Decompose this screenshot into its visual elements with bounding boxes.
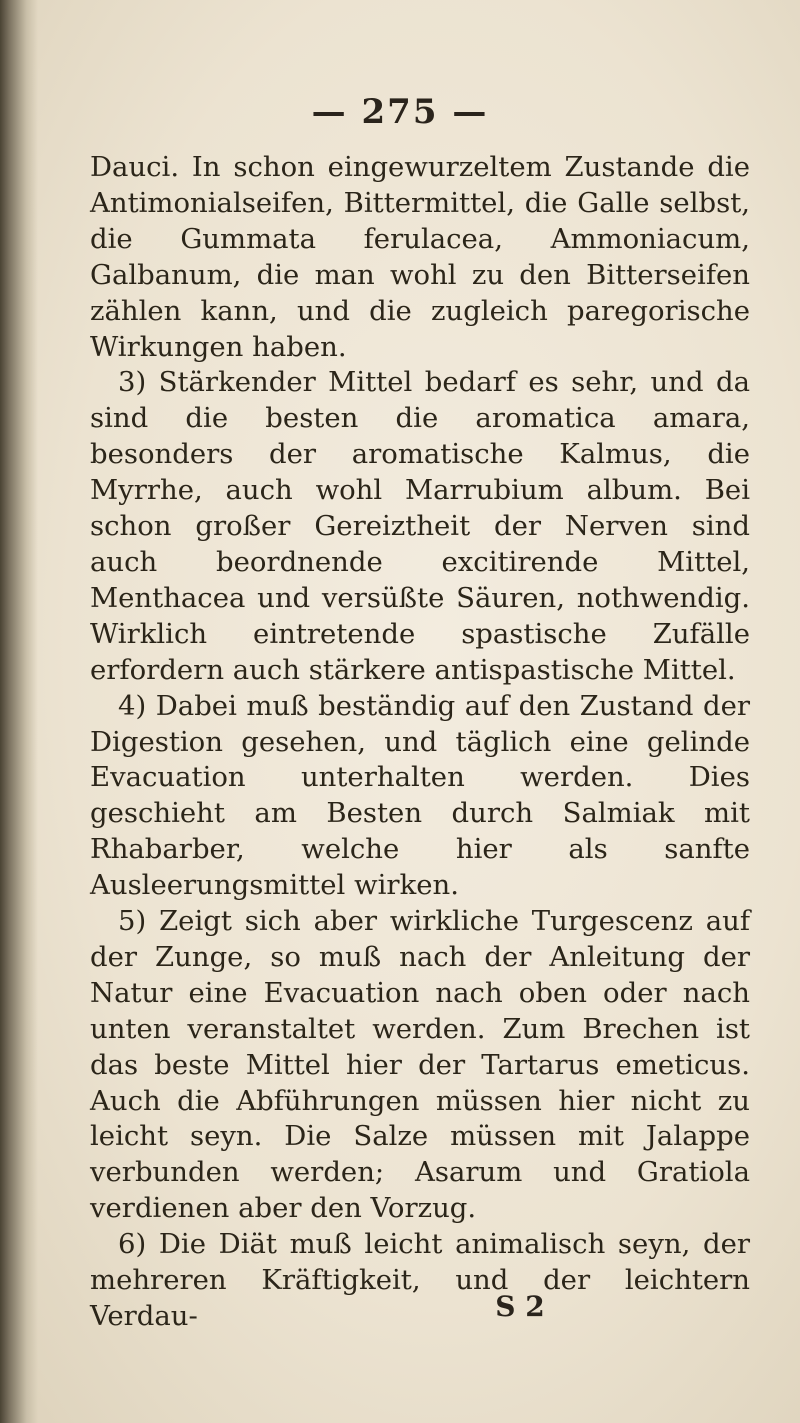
paragraph-1: Dauci. In schon eingewurzeltem Zustande die Antimonialseifen, Bittermittel, die Galle selbst, die Gummata ferulacea, Ammoniacum, Galbanum, die man wohl zu den Bitterseifen zählen kann, und die zugleich paregorische Wirkungen haben.	[90, 151, 750, 363]
book-binding-edge	[0, 0, 38, 1423]
paragraph-3: 4) Dabei muß beständig auf den Zustand der Digestion gesehen, und täglich eine gelinde Evacuation unterhalten werden. Dies geschieht am Besten durch Salmiak mit Rhabarber, welche hier als sanfte Ausleerungsmittel wirken.	[90, 689, 750, 902]
paragraph-5: 6) Die Diät muß leicht animalisch seyn, der mehreren Kräftigkeit, und der leichtern Verdau-	[90, 1228, 750, 1332]
paragraph-4: 5) Zeigt sich aber wirkliche Turgescenz auf der Zunge, so muß nach der Anleitung der Natur eine Evacuation nach oben oder nach unten veranstaltet werden. Zum Brechen ist das beste Mittel hier der Tartarus emeticus. Auch die Abführungen müssen hier nicht zu leicht seyn. Die Salze müssen mit Jalappe verbunden werden; Asarum und Gratiola verdienen aber den Vorzug.	[90, 905, 750, 1225]
page-number: — 275 —	[311, 92, 489, 132]
signature-mark: S 2	[495, 1290, 545, 1323]
body-text	[90, 150, 750, 1335]
paragraph-2: 3) Stärkender Mittel bedarf es sehr, und da sind die besten die aromatica amara, besonders der aromatische Kalmus, die Myrrhe, auch wohl Marrubium album. Bei schon großer Gereiztheit der Nerven sind auch beordnende excitirende Mittel, Menthacea und versüßte Säuren, nothwendig. Wirklich eintretende spastische Zufälle erfordern auch stärkere antispastische Mittel.	[90, 366, 750, 686]
